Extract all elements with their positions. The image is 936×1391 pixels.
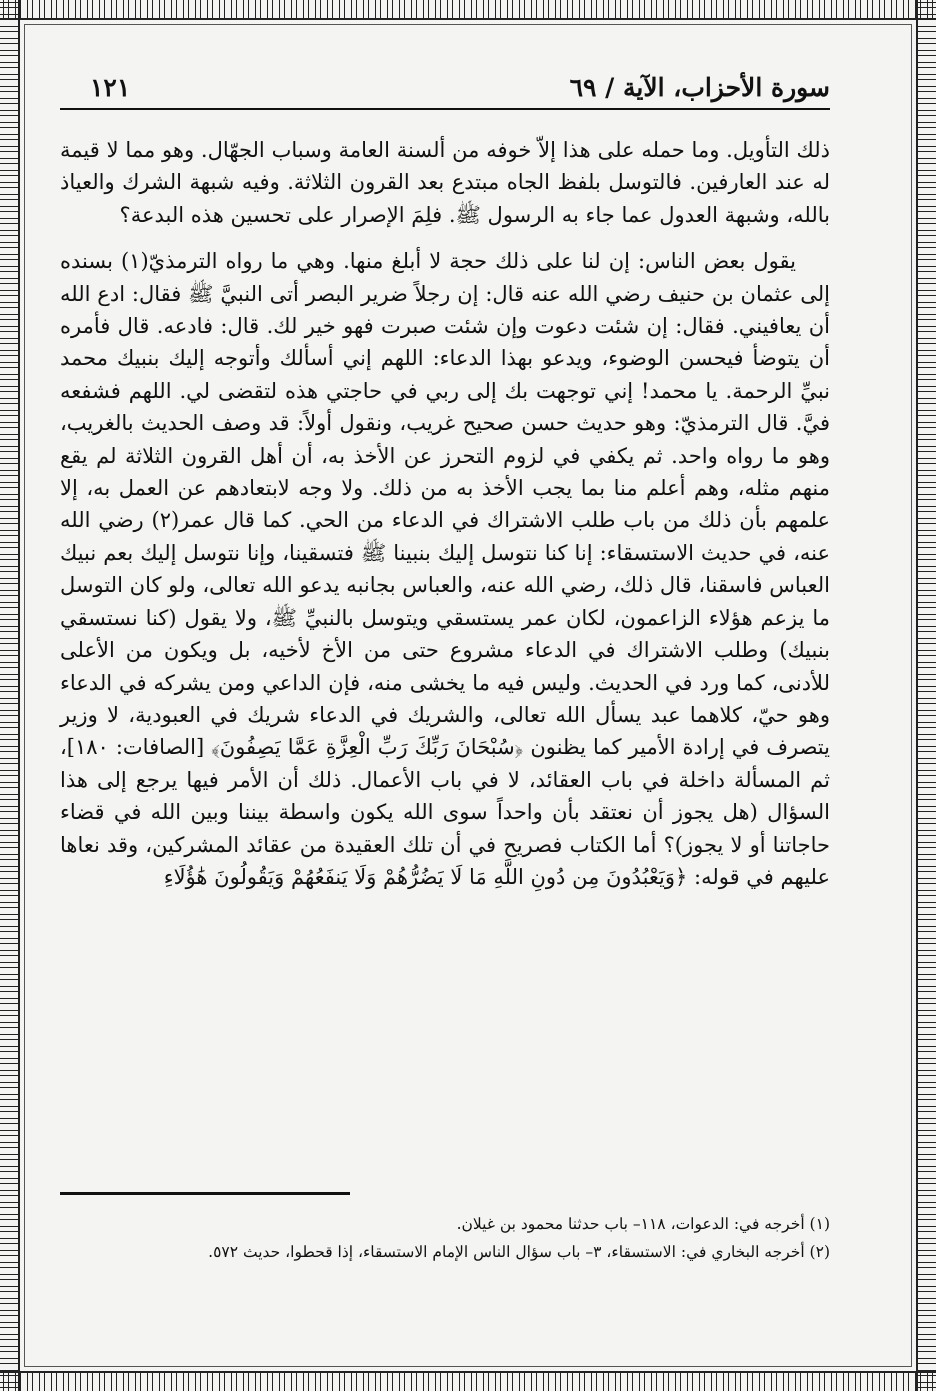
book-page [60,60,830,1261]
border-right [916,0,936,1391]
running-header [60,60,830,110]
border-bottom [0,1371,936,1391]
footnote: (١) أخرجه في: الدعوات، ١١٨– باب حدثنا محمود بن غيلان. [456,1215,830,1233]
border-left [0,0,20,1391]
page-number: ١٢١ [90,73,131,102]
paragraph: ذلك التأويل. وما حمله على هذا إلاّ خوفه من ألسنة العامة وسباب الجهّال. وهو مما لا قيمة له عند العارفين. فالتوسل بلفظ الجاه مبتدع بعد القرون الثلاثة. وفيه شبهة الشرك والعياذ بالله، وشبهة العدول عما جاء به الرسول ﷺ. فلِمَ الإصرار على تحسين هذه البدعة؟ [60,138,830,227]
paragraph: يقول بعض الناس: إن لنا على ذلك حجة لا أبلغ منها. وهي ما رواه الترمذيّ(١) بسنده إلى عثمان بن حنيف رضي الله عنه قال: إن رجلاً ضرير البصر أتى النبيَّ ﷺ فقال: ادع الله أن يعافيني. فقال: إن شئت دعوت وإن شئت صبرت فهو خير لك. قال: فادعه. قال فأمره أن يتوضأ فيحسن الوضوء، ويدعو بهذا الدعاء: اللهم إني أسألك وأتوجه إليك بنبيك محمد نبيِّ الرحمة. يا محمد! إني توجهت بك إلى ربي في حاجتي هذه لتقضى لي. اللهم فشفعه فيَّ. قال الترمذيّ: وهو حديث حسن صحيح غريب، ونقول أولاً: قد وصف الحديث بالغريب، وهو ما رواه واحد. ثم يكفي في لزوم التحرز عن الأخذ به، أن أهل القرون الثلاثة لم يقع منهم مثله، وهم أعلم منا بما يجب الأخذ به من ذلك. ولا وجه لابتعادهم عن العمل به، إلا علمهم بأن ذلك من باب طلب الاشتراك في الدعاء من الحي. كما قال عمر(٢) رضي الله عنه، في حديث الاستسقاء: إنا كنا نتوسل إليك بنبينا ﷺ فتسقينا، وإنا نتوسل إليك بعم نبيك العباس فاسقنا، قال ذلك، رضي الله عنه، والعباس بجانبه يدعو الله تعالى، ولو كان التوسل ما يزعم هؤلاء الزاعمون، لكان عمر يستسقي ويتوسل بالنبيِّ ﷺ، ولا يقول (كنا نستسقي بنبيك) وطلب الاشتراك في الدعاء مشروع حتى من الأخ لأخيه، بل ويكون من الأعلى للأدنى، كما ورد في الحديث. وليس فيه ما يخشى منه، فإن الداعي ومن يشركه في الدعاء وهو حيّ، كلاهما عبد يسأل الله تعالى، والشريك في الدعاء شريك في العبودية، لا وزير يتصرف في إرادة الأمير كما يظنون ﴿سُبْحَانَ رَبِّكَ رَبِّ الْعِزَّةِ عَمَّا يَصِفُونَ﴾ [الصافات: ١٨٠]، ثم المسألة داخلة في باب العقائد، لا في باب الأعمال. ذلك أن الأمر فيها يرجع إلى هذا السؤال (هل يجوز أن نعتقد بأن واحداً سوى الله يكون واسطة بيننا وبين الله في قضاء حاجاتنا أو لا يجوز)؟ أما الكتاب فصريح في أن تلك العقيدة من عقائد المشركين، وقد نعاها عليهم في قوله: ﴿وَيَعْبُدُونَ مِن دُونِ اللَّهِ مَا لَا يَضُرُّهُمْ وَلَا يَنفَعُهُمْ وَيَقُولُونَ هَٰؤُلَاءِ [60,249,830,889]
footnote: (٢) أخرجه البخاري في: الاستسقاء، ٣– باب سؤال الناس الإمام الاستسقاء، إذا قحطوا، حديث ٥٧٢. [208,1243,830,1261]
border-top [0,0,936,20]
header-title: سورة الأحزاب، الآية / ٦٩ [569,73,830,102]
footnote-separator [60,1192,350,1195]
footnotes [60,1212,830,1268]
main-text [60,134,830,893]
